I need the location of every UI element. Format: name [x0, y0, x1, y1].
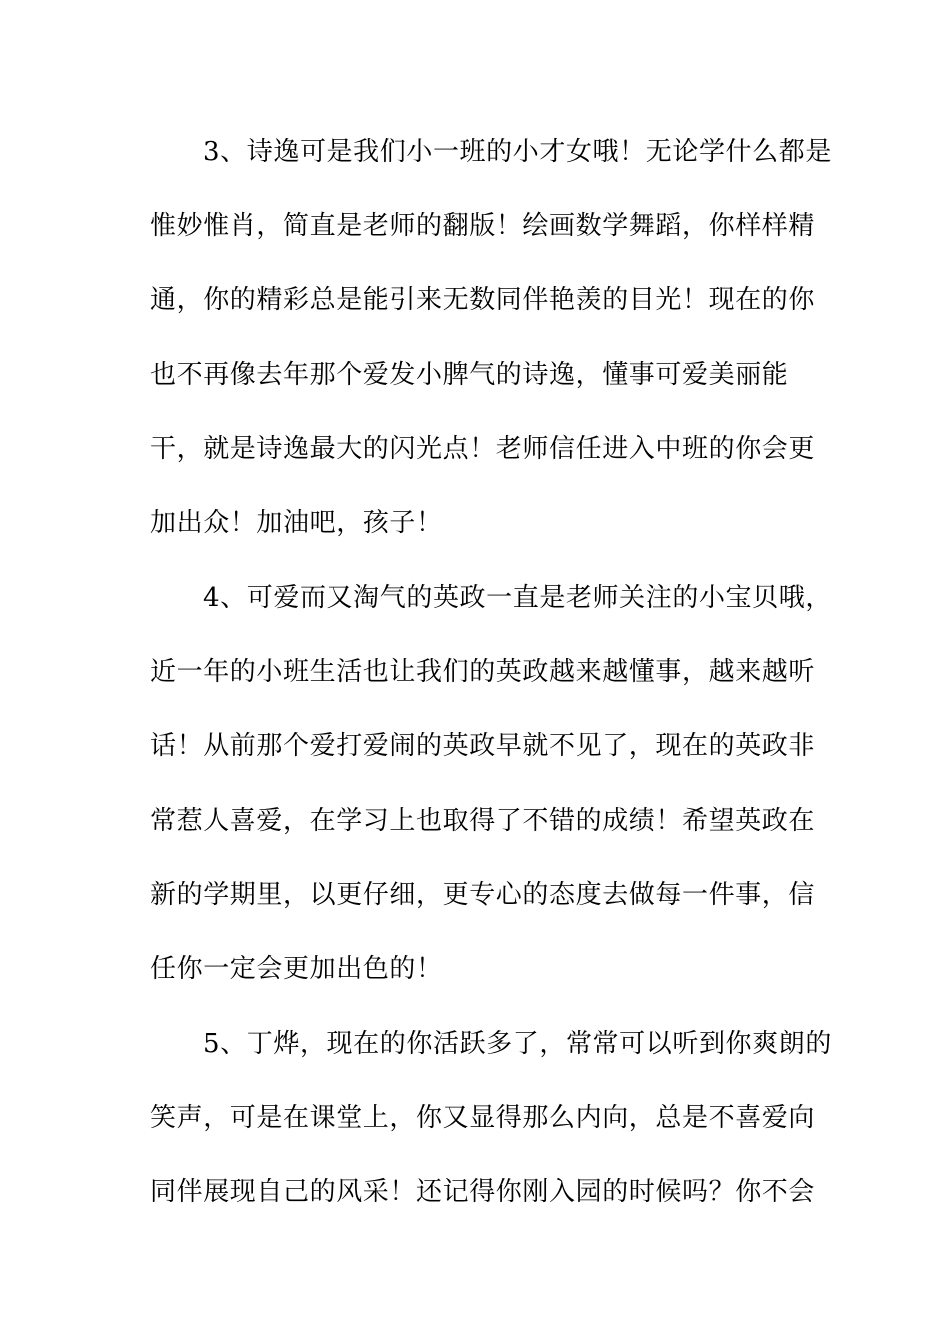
paragraph-5-line-1: 5、丁烨，现在的你活跃多了，常常可以听到你爽朗的	[203, 1029, 832, 1059]
paragraph-3-line-2: 惟妙惟肖，简直是老师的翻版！绘画数学舞蹈，你样样精	[150, 211, 816, 241]
paragraph-4-line-6: 任你一定会更加出色的！	[150, 954, 443, 984]
paragraph-3-line-3: 通，你的精彩总是能引来无数同伴艳羡的目光！现在的你	[150, 285, 816, 315]
paragraph-5-line-3: 同伴展现自己的风采！还记得你刚入园的时候吗？你不会	[150, 1177, 816, 1207]
paragraph-3-line-5: 干，就是诗逸最大的闪光点！老师信任进入中班的你会更	[150, 434, 816, 464]
paragraph-4-line-3: 话！从前那个爱打爱闹的英政早就不见了，现在的英政非	[150, 731, 816, 761]
paragraph-3-line-6: 加出众！加油吧，孩子！	[150, 508, 443, 538]
paragraph-4-line-5: 新的学期里，以更仔细，更专心的态度去做每一件事，信	[150, 880, 816, 910]
paragraph-5-line-2: 笑声，可是在课堂上，你又显得那么内向，总是不喜爱向	[150, 1103, 816, 1133]
paragraph-3-line-1: 3、诗逸可是我们小一班的小才女哦！无论学什么都是	[203, 137, 832, 167]
paragraph-4-line-4: 常惹人喜爱，在学习上也取得了不错的成绩！希望英政在	[150, 806, 816, 836]
paragraph-3-line-4: 也不再像去年那个爱发小脾气的诗逸，懂事可爱美丽能	[150, 360, 789, 390]
paragraph-4-line-1: 4、可爱而又淘气的英政一直是老师关注的小宝贝哦，	[203, 583, 832, 613]
paragraph-4-line-2: 近一年的小班生活也让我们的英政越来越懂事，越来越听	[150, 657, 816, 687]
